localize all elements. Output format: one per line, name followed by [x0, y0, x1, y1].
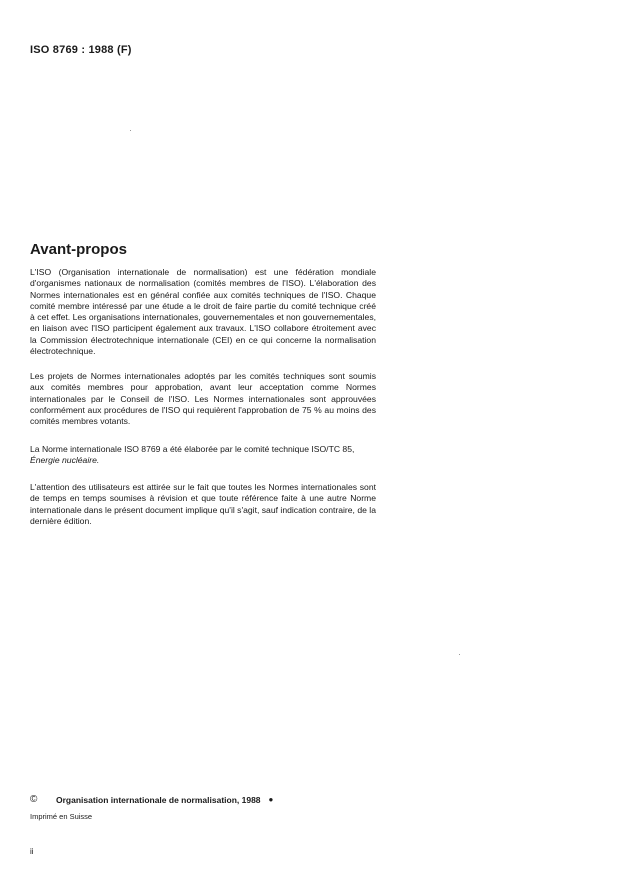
- paragraph-iso-overview: L'ISO (Organisation internationale de normalisation) est une fédération mondiale d'organismes nationaux de normalisation (comités membres de l'ISO). L'élaboration des Normes internationales est en général confiée aux comités techniques de l'ISO. Chaque comité membre intéressé par une étude a le droit de faire partie du comité technique créé à cet effet. Les organisations internationales, gouvernementales et non gouvernementales, en liaison avec l'ISO participent également aux travaux. L'ISO collabore étroitement avec la Commission électrotechnique internationale (CEI) en ce qui concerne la normalisation électrotechnique.: [30, 267, 376, 357]
- paragraph-approval-process: Les projets de Normes internationales adoptés par les comités techniques sont soumis aux comités membres pour approbation, avant leur acceptation comme Normes internationales par le Conseil de l'ISO. Les Normes internationales sont approuvées conformément aux procédures de l'ISO qui requièrent l'approbation de 75 % au moins des comités membres votants.: [30, 371, 376, 427]
- copyright-line: [30, 794, 273, 805]
- bullet-icon: ●: [268, 795, 274, 804]
- copyright-text: Organisation internationale de normalisation, 1988: [56, 794, 261, 805]
- copyright-icon: ©: [30, 794, 38, 805]
- committee-sentence: La Norme internationale ISO 8769 a été élaborée par le comité technique ISO/TC 85,: [30, 444, 355, 454]
- page-number: ii: [30, 847, 34, 856]
- committee-name: Énergie nucléaire.: [30, 455, 100, 466]
- scan-speck: [130, 130, 131, 131]
- printed-in: Imprimé en Suisse: [30, 812, 93, 821]
- section-title: Avant-propos: [30, 241, 127, 258]
- standard-reference: ISO 8769 : 1988 (F): [30, 44, 132, 56]
- scan-speck: [459, 654, 460, 655]
- paragraph-revision-notice: L'attention des utilisateurs est attirée sur le fait que toutes les Normes internationales sont de temps en temps soumises à révision et que toute référence faite à une autre Norme internationale dans le présent document implique qu'il s'agit, sauf indication contraire, de la dernière édition.: [30, 482, 376, 526]
- paragraph-committee: [30, 444, 376, 467]
